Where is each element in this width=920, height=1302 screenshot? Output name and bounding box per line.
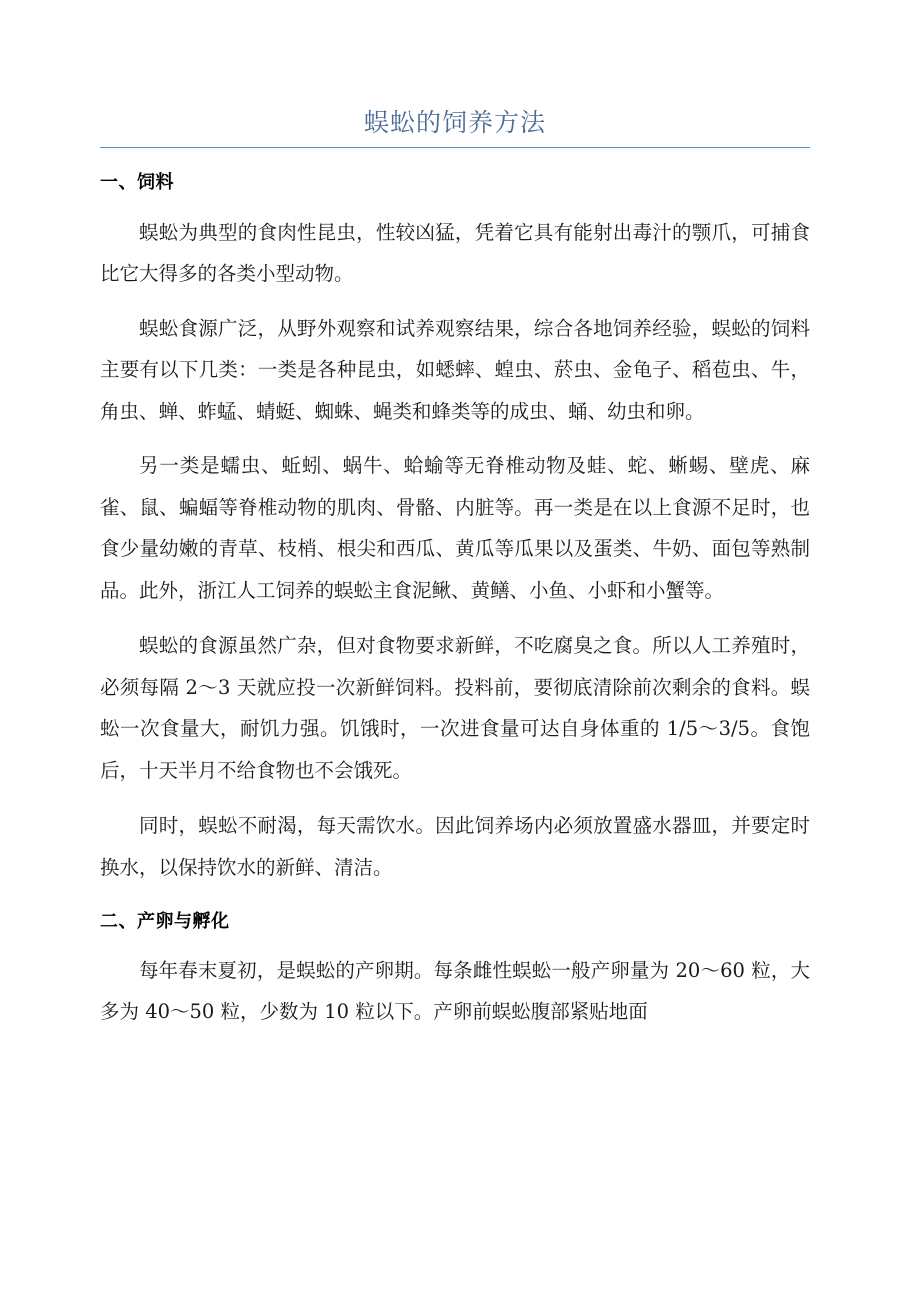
page-title: 蜈蚣的饲养方法: [363, 108, 546, 137]
paragraph-feed-water: 同时，蜈蚣不耐渴，每天需饮水。因此饲养场内必须放置盛水器皿，并要定时换水，以保持饮水的新鲜、清洁。: [100, 814, 810, 879]
document-content: [100, 0, 810, 1033]
paragraph-egg-laying: 每年春末夏初，是蜈蚣的产卵期。每条雌性蜈蚣一般产卵量为 20～60 粒，大多为 40～50 粒，少数为 10 粒以下。产卵前蜈蚣腹部紧贴地面: [100, 958, 810, 1024]
paragraph-feed-freshness: 蜈蚣的食源虽然广杂，但对食物要求新鲜，不吃腐臭之食。所以人工养殖时，必须每隔 2～3 天就应投一次新鲜饲料。投料前，要彻底清除前次剩余的食料。蜈蚣一次食量大，耐饥力强。饥饿时，一次进食量可达自身体重的 1/5～3/5。食饱后，十天半月不给食物也不会饿死。: [100, 634, 810, 782]
paragraph-feed-categories: 另一类是蠕虫、蚯蚓、蜗牛、蛤蝓等无脊椎动物及蛙、蛇、蜥蜴、壁虎、麻雀、鼠、蝙蝠等脊椎动物的肌肉、骨骼、内脏等。再一类是在以上食源不足时，也食少量幼嫩的青草、枝梢、根尖和西瓜、黄瓜等瓜果以及蛋类、牛奶、面包等熟制品。此外，浙江人工饲养的蜈蚣主食泥鳅、黄鳝、小鱼、小虾和小蟹等。: [100, 454, 810, 602]
title-divider: [100, 147, 810, 148]
paragraph-feed-intro: 蜈蚣为典型的食肉性昆虫，性较凶猛，凭着它具有能射出毒汁的颚爪，可捕食比它大得多的各类小型动物。: [100, 220, 810, 286]
paragraph-feed-sources: 蜈蚣食源广泛，从野外观察和试养观察结果，综合各地饲养经验，蜈蚣的饲料主要有以下几类：一类是各种昆虫，如蟋蟀、蝗虫、菸虫、金龟子、稻苞虫、牛，角虫、蝉、蚱蜢、蜻蜓、蜘蛛、蝇类和蜂类等的成虫、蛹、幼虫和卵。: [100, 316, 810, 423]
section-heading-egg-laying: 二、产卵与孵化: [100, 911, 230, 933]
section-heading-feed: 一、饲料: [100, 172, 174, 194]
